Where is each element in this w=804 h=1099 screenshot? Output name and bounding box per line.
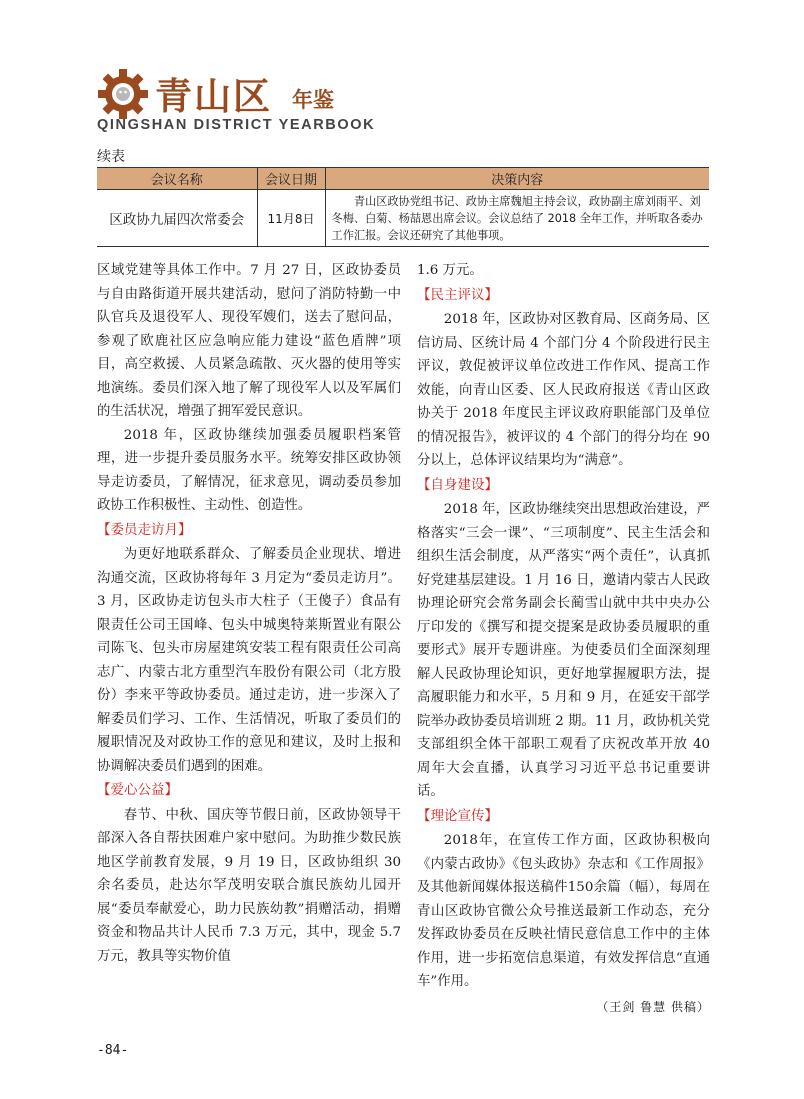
section-heading-publicity: 【理论宣传】	[417, 807, 498, 824]
section-heading-visit: 【委员走访月】	[97, 521, 192, 538]
section-heading-evaluation: 【民主评议】	[417, 286, 498, 303]
meeting-name-cell: 区政协九届四次常委会	[97, 190, 257, 247]
paragraph: 1.6 万元。	[417, 263, 483, 278]
column-header: 会议名称	[97, 168, 257, 190]
yearbook-english-title: QINGSHAN DISTRICT YEARBOOK	[97, 117, 376, 133]
meeting-date-cell: 11月8日	[257, 190, 325, 247]
paragraph: 2018 年，区政协继续加强委员履职档案管理，进一步提升委员服务水平。统筹安排区政协领导走访委员，了解情况，征求意见，调动委员参加政协工作积极性、主动性、创造性。	[97, 427, 401, 513]
gear-logo-icon	[97, 68, 149, 120]
yearbook-subtitle: 年鉴	[292, 88, 334, 112]
table-row	[97, 190, 709, 247]
page-number: -84-	[97, 1043, 129, 1058]
column-header: 会议日期	[257, 168, 325, 190]
meeting-table	[97, 167, 709, 247]
yearbook-title: 青山区	[155, 75, 272, 118]
page-header	[97, 62, 717, 142]
author-credit: （王剑 鲁慧 供稿）	[596, 999, 710, 1014]
column-header: 决策内容	[325, 168, 709, 190]
left-column	[97, 259, 401, 968]
paragraph: 为更好地联系群众、了解委员企业现状、增进沟通交流，区政协将每年 3 月定为“委员走访月”。3 月，区政协走访包头市大柱子（王傻子）食品有限责任公司王国峰、包头中城奥特莱斯置业有限公司陈飞、包头市房屋建筑安装工程有限责任公司高志广、内蒙古北方重型汽车股份有限公司（北方股份）李来平等政协委员。通过走访，进一步深入了解委员们学习、工作、生活情况，听取了委员们的履职情况及对政协工作的意见和建议，及时上报和协调解决委员们遇到的困难。	[97, 547, 401, 774]
section-heading-self-building: 【自身建设】	[417, 476, 498, 493]
paragraph: 春节、中秋、国庆等节假日前，区政协领导干部深入各自帮扶困难户家中慰问。为助推少数民族地区学前教育发展，9 月 19 日，区政协组织 30 余名委员，赴达尔罕茂明安联合旗民族幼儿园开展“委员奉献爱心，助力民族幼教”捐赠活动，捐赠资金和物品共计人民币 7.3 万元，其中，现金 5.7 万元，教具等实物价值	[97, 807, 401, 964]
section-heading-charity: 【爱心公益】	[97, 782, 178, 798]
decision-content-cell: 青山区政协党组书记、政协主席魏旭主持会议，政协副主席刘雨平、刘冬梅、白菊、杨喆恩出席会议。会议总结了 2018 全年工作，并听取各委办工作汇报。会议还研究了其他事项。	[325, 190, 709, 247]
right-column	[417, 259, 710, 1019]
paragraph: 2018 年，区政协对区教育局、区商务局、区信访局、区统计局 4 个部门分 4 个阶段进行民主评议，敦促被评议单位改进工作作风、提高工作效能，向青山区委、区人民政府报送《青山区政协关于 2018 年度民主评议政府职能部门及单位的情况报告》，被评议的 4 个部门的得分均在 90 分以上，总体评议结果均为“满意”。	[417, 312, 710, 468]
paragraph: 2018 年，区政协继续突出思想政治建设，严格落实“三会一课”、“三项制度”、民主生活会和组织生活会制度，从严落实“两个责任”，认真抓好党建基层建设。1 月 16 日，邀请内蒙古人民政协理论研究会常务副会长蔺雪山就中共中央办公厅印发的《撰写和提交提案是政协委员履职的重要形式》展开专题讲座。为使委员们全面深刻理解人民政协理论知识，更好地掌握履职方法，提高履职能力和水平，5 月和 9 月，在延安干部学院举办政协委员培训班 2 期。11 月，政协机关党支部组织全体干部职工观看了庆祝改革开放 40 周年大会直播，认真学习习近平总书记重要讲话。	[417, 502, 710, 799]
paragraph: 区域党建等具体工作中。7 月 27 日，区政协委员与自由路街道开展共建活动，慰问了消防特勤一中队官兵及退役军人、现役军嫂们，送去了慰问品，参观了欧鹿社区应急响应能力建设“蓝色盾牌”项目，高空救援、人员紧急疏散、灭火器的使用等实地演练。委员们深入地了解了现役军人以及军属们的生活状况，增强了拥军爱民意识。	[97, 263, 401, 419]
paragraph: 2018年，在宣传工作方面，区政协积极向《内蒙古政协》《包头政协》杂志和《工作周报》及其他新闻媒体报送稿件150余篇（幅），每周在青山区政协官微公众号推送最新工作动态，充分发挥政协委员在反映社情民意信息工作中的主体作用，进一步拓宽信息渠道，有效发挥信息“直通车”作用。	[417, 833, 710, 989]
table-header-row	[97, 168, 709, 190]
continued-label: 续表	[97, 149, 125, 165]
